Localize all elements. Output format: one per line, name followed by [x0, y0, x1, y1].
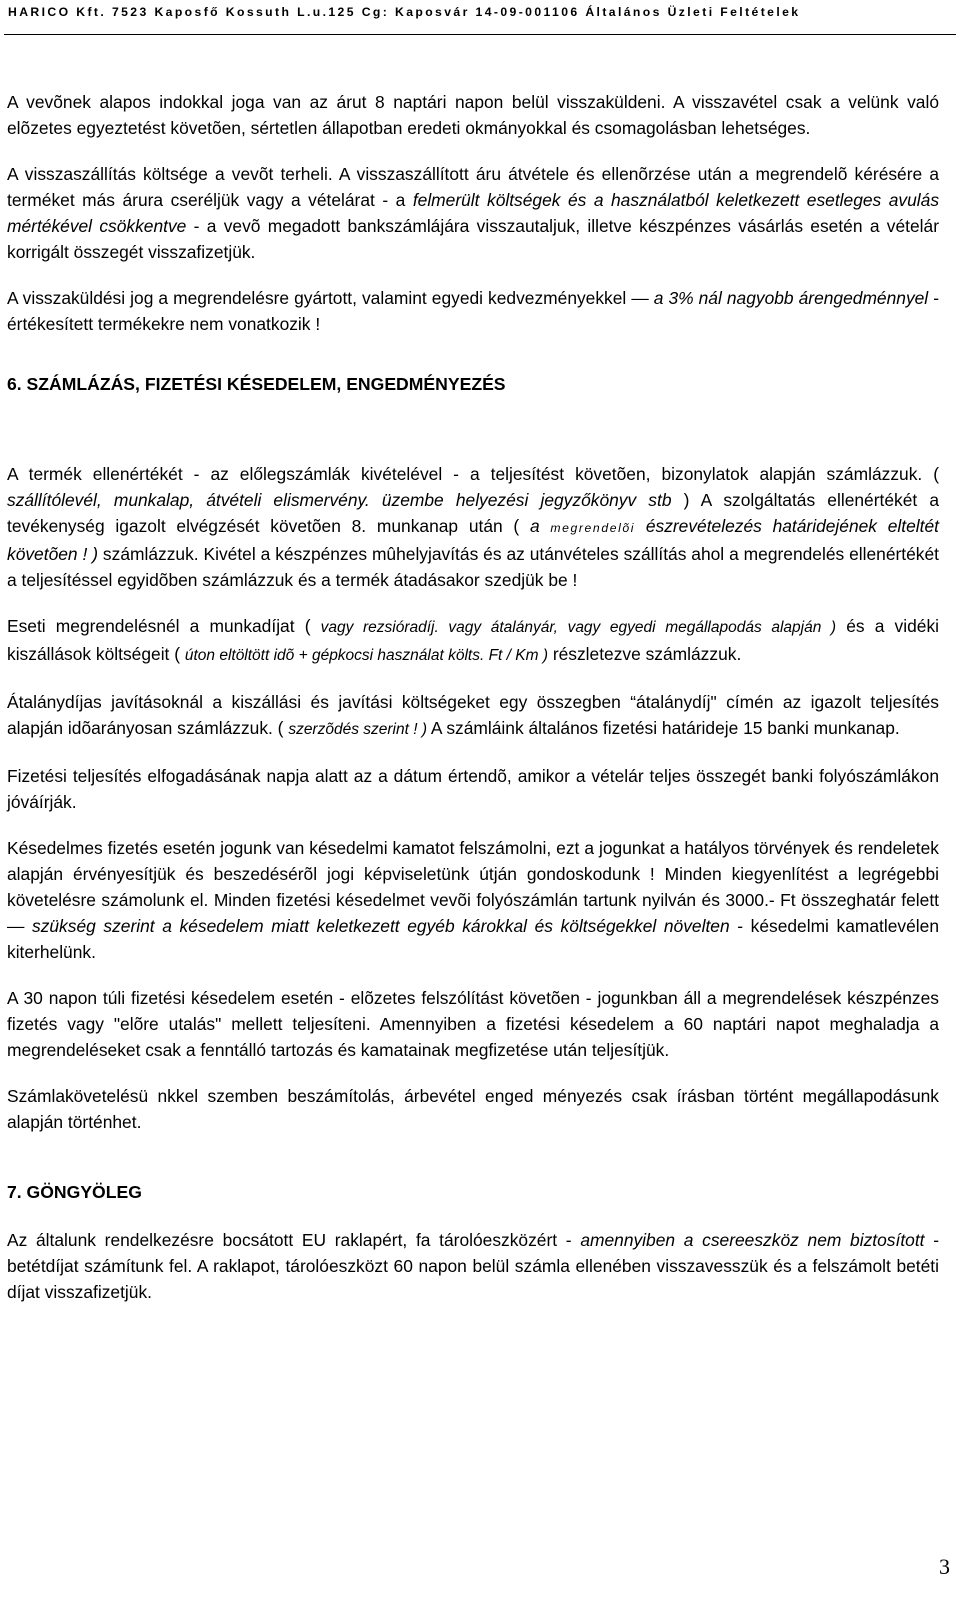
text: - a vevõ megadott bankszámlájára visszautaljuk, illetve készpénzes vásárlás esetén a vételár korrigált összegét visszafizetjük. [7, 216, 939, 262]
document-body [7, 89, 939, 1325]
paragraph-return-right [7, 89, 939, 141]
text: és a vidéki kiszállások költségeit ( [7, 616, 940, 664]
paragraph-late-payment [7, 835, 939, 965]
text: Késedelmes fizetés esetén jogunk van késedelmi kamatot felszámolni, ezt a jogunkat a hatályos törvények és rendeletek alapján érvényesítjük és beszedésérõl jogi képviseletünk útján gondoskodunk ! Minden kiegyenlítést a legrégebbi követelésre számolunk el. Minden fizetési késedelmet vevõi folyószámlán tartunk nyilván és 3000.- Ft összeghatár felett — [7, 838, 939, 936]
text: - betétdíjat számítunk fel. A raklapot, tárolóeszközt 60 napon belül számla ellenében visszavesszük és a felszámolt betéti díjat visszafizetjük. [7, 1230, 940, 1302]
text: A 30 napon túli fizetési késedelem esetén - elõzetes felszólítást követõen - jogunkban áll a megrendelések készpénzes fizetés vagy "elõre utalás" mellett teljesíteni. Amennyiben a fizetési késedelem a 60 naptári napot meghaladja a megrendeléseket csak a fenntálló tartozás és kamatainak megfizetése után teljesítjük. [7, 988, 939, 1060]
paragraph-flat-rate [7, 689, 939, 743]
text: ) A szolgáltatás ellenértékét a tevékenység igazolt elvégzését követõen 8. munkanap után ( [7, 490, 939, 536]
section-heading-6: 6. SZÁMLÁZÁS, FIZETÉSI KÉSEDELEM, ENGEDMÉNYEZÉS [7, 374, 506, 394]
text: Fizetési teljesítés elfogadásának napja alatt az a dátum értendõ, amikor a vételár teljes összegét banki folyószámlákon jóváírják. [7, 766, 939, 812]
paragraph-payment-date [7, 763, 939, 815]
text: - értékesített termékekre nem vonatkozik ! [7, 288, 940, 334]
page-number: 3 [939, 1554, 950, 1579]
text: A számláink általános fizetési határideje 15 banki munkanap. [427, 718, 900, 738]
italic-text: észrevételezés határidejének elteltét követõen ! ) [7, 516, 939, 564]
paragraph-labor-fee [7, 613, 939, 669]
text: A termék ellenértékét - az előlegszámlák kivételével - a teljesítést követõen, bizonylatok alapján számlázzuk. ( [7, 464, 939, 484]
section-heading-7: 7. GÖNGYÖLEG [7, 1182, 142, 1202]
italic-text: felmerült költségek és a használatból keletkezett esetleges avulás mértékével csökkentve [7, 190, 940, 236]
text: A visszaküldési jog a megrendelésre gyártott, valamint egyedi kedvezményekkel — [7, 288, 654, 308]
text: - késedelmi kamatlevélen kiterhelünk. [7, 916, 939, 962]
text: Az általunk rendelkezésre bocsátott EU raklapért, fa tárolóeszközért - [7, 1230, 581, 1250]
text: Átalánydíjas javításoknál a kiszállási és javítási költségeket egy összegben “átalánydíj" címén az igazolt teljesítés alapján idõarányosan számlázzuk. ( [7, 692, 939, 738]
italic-text: amennyiben a csereeszköz nem biztosított [580, 1230, 925, 1250]
text: számlázzuk. Kivétel a készpénzes mûhelyjavítás és az utánvételes szállítás ahol a megrendelés ellenértékét a teljesítéssel egyidõben számlázzuk és a termék átadásakor szedjük be ! [7, 544, 940, 590]
header-rule [4, 34, 956, 35]
page-header: HARICO Kft. 7523 Kaposfő Kossuth L.u.125 Cg: Kaposvár 14-09-001106 Általános Üzleti Feltételek [8, 5, 801, 19]
paragraph-invoicing [7, 461, 939, 593]
paragraph-packaging [7, 1227, 939, 1305]
paragraph-30-day-delay [7, 985, 939, 1063]
italic-text: szerzõdés szerint ! ) [288, 721, 427, 738]
text: részletezve számlázzuk. [547, 644, 742, 664]
text: Számlakövetelésü nkkel szemben beszámítolás, árbevétel enged ményezés csak írásban történt megállapodásunk alapján történhet. [7, 1086, 939, 1132]
paragraph-set-off [7, 1083, 939, 1135]
italic-text: a 3% nál nagyobb árengedménnyel [653, 288, 929, 308]
italic-text: a [529, 516, 540, 536]
text: A visszaszállítás költsége a vevõt terheli. A visszaszállított áru átvétele és ellenõrzése után a megrendelõ kérésére a terméket más árura cseréljük vagy a vételárat - a [7, 164, 939, 210]
italic-text: vagy rezsióradíj. vagy átalányár, vagy egyedi megállapodás alapján ) [320, 619, 837, 636]
text: A vevõnek alapos indokkal joga van az árut 8 naptári napon belül visszaküldeni. A visszavétel csak a velünk való elõzetes egyeztetést követõen, sértetlen állapotban eredeti okmányokkal és csomagolásban lehetséges. [7, 92, 939, 138]
italic-text: szállítólevél, munkalap, átvételi elismervény. üzembe helyezési jegyzőkönyv stb [7, 490, 672, 510]
paragraph-return-cost [7, 161, 939, 265]
italic-text: úton eltöltött idõ + gépkocsi használat költs. Ft / Km ) [184, 647, 548, 664]
italic-small-text: megrendelõi [550, 521, 636, 535]
paragraph-return-exclusion [7, 285, 939, 337]
italic-text: szükség szerint a késedelem miatt keletkezett egyéb károkkal és költségekkel növelten [32, 916, 730, 936]
text: Eseti megrendelésnél a munkadíjat ( [7, 616, 321, 636]
